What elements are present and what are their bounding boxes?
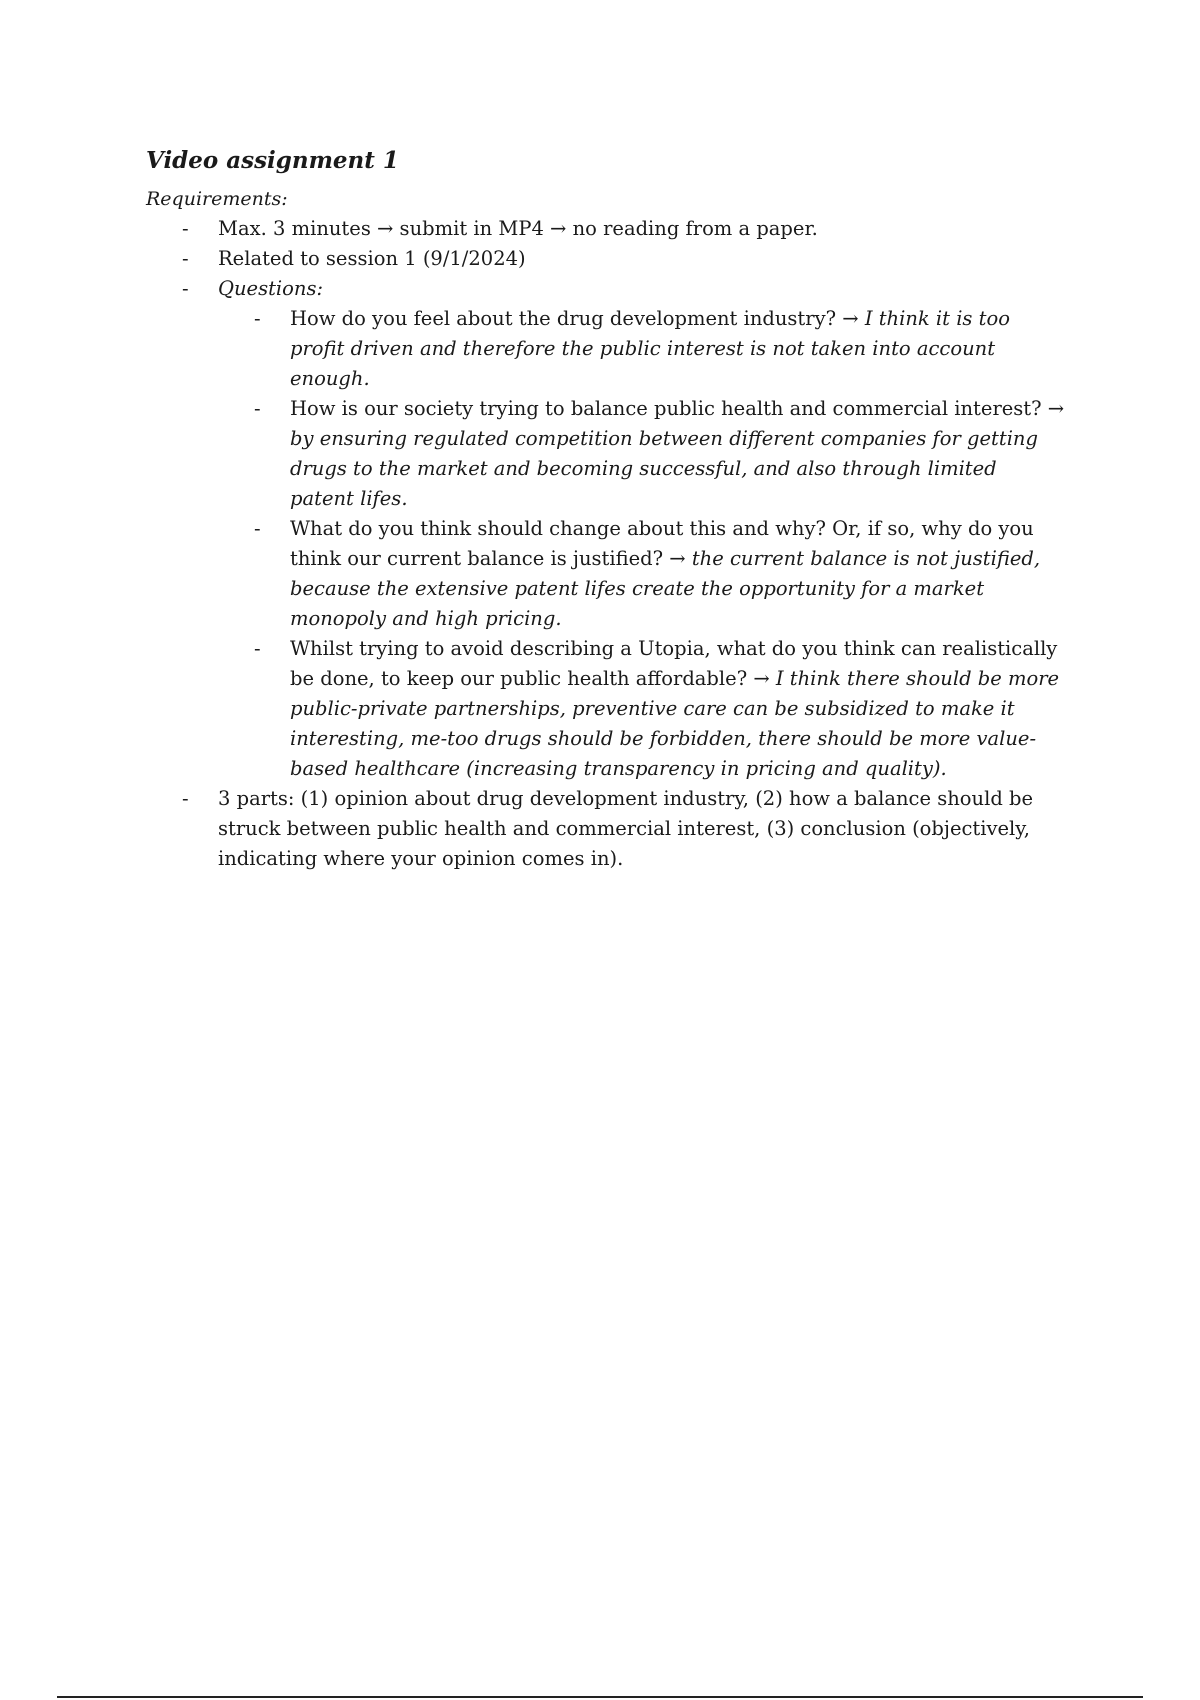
list-item [146, 784, 1066, 874]
bullet-dash-icon: - [254, 307, 261, 330]
document-page [146, 146, 1066, 874]
bullet-dash-icon: - [254, 397, 261, 420]
list-item [146, 274, 1066, 784]
bullet-dash-icon: - [182, 787, 189, 810]
question-item [218, 634, 1066, 784]
list-item-text: Related to session 1 (9/1/2024) [218, 247, 526, 270]
bullet-dash-icon: - [254, 517, 261, 540]
answer-text: I think it is too profit driven and therefore the public interest is not taken into account enough. [290, 307, 1010, 390]
list-item-text: Questions: [218, 277, 324, 300]
bullet-dash-icon: - [182, 247, 189, 270]
question-text: How do you feel about the drug development industry? → [290, 307, 859, 330]
question-item [218, 514, 1066, 634]
bullet-dash-icon: - [254, 637, 261, 660]
answer-text: by ensuring regulated competition between different companies for getting drugs to the market and becoming successful, and also through limited patent lifes. [290, 427, 1038, 510]
list-item-text: 3 parts: (1) opinion about drug development industry, (2) how a balance should be struck between public health and commercial interest, (3) conclusion (objectively, indicating where your opinion comes in). [218, 787, 1034, 870]
answer-text: the current balance is not justified, because the extensive patent lifes create the opportunity for a market monopoly and high pricing. [290, 547, 1041, 630]
list-item [146, 244, 1066, 274]
answer-text: I think there should be more public-private partnerships, preventive care can be subsidized to make it interesting, me-too drugs should be forbidden, there should be more value-based healthcare (increasing transparency in pricing and quality). [290, 667, 1060, 780]
requirements-list [146, 214, 1066, 874]
questions-list [218, 304, 1066, 784]
footer-divider [57, 1696, 1143, 1698]
bullet-dash-icon: - [182, 277, 189, 300]
document-title: Video assignment 1 [146, 147, 399, 174]
list-item-text: Max. 3 minutes → submit in MP4 → no reading from a paper. [218, 217, 818, 240]
question-item [218, 304, 1066, 394]
question-item [218, 394, 1066, 514]
bullet-dash-icon: - [182, 217, 189, 240]
question-text: How is our society trying to balance public health and commercial interest? → [290, 397, 1065, 420]
requirements-label: Requirements: [146, 188, 288, 210]
list-item [146, 214, 1066, 244]
question-text: Whilst trying to avoid describing a Utopia, what do you think can realistically be done, to keep our public health affordable? → [290, 637, 1058, 690]
question-text: What do you think should change about this and why? Or, if so, why do you think our current balance is justified? → [290, 517, 1034, 570]
